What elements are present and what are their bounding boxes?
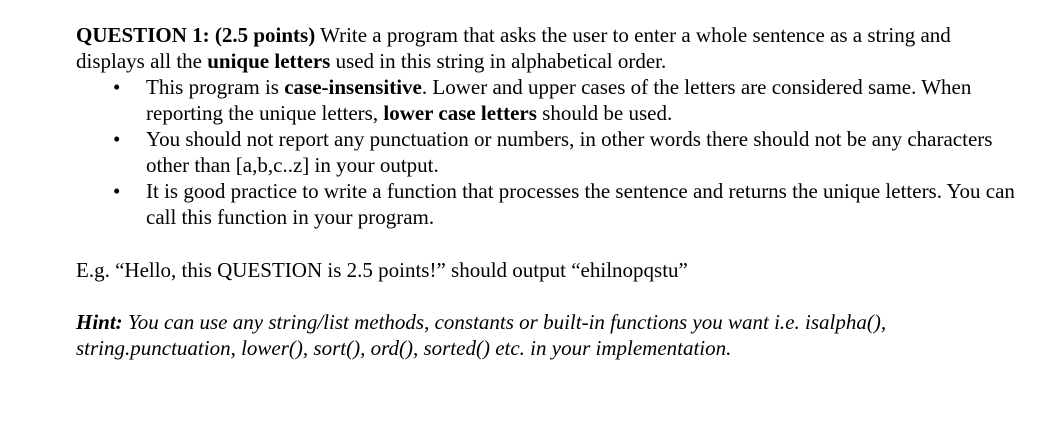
question-points: (2.5 points) [214, 23, 316, 47]
hint-text: You can use any string/list methods, constants or built-in functions you want i.e. isalpha(), string.punctuation, lower(), sort(), ord(), sorted() etc. in your implementation. [76, 310, 887, 360]
question-label: QUESTION 1: [76, 23, 210, 47]
question-document [76, 22, 1016, 361]
bullet-3-text: It is good practice to write a function that processes the sentence and returns the unique letters. You can call this function in your program. [146, 179, 1015, 229]
intro-bold-unique-letters: unique letters [207, 49, 331, 73]
list-item [113, 74, 1016, 126]
list-item [113, 126, 1016, 178]
intro-text-a: Write a program that asks the user to enter a whole sentence as a string and displays all the [76, 23, 951, 73]
bullet-1-text-a: This program is [146, 75, 285, 99]
hint-paragraph [76, 309, 1016, 361]
bullet-icon: • [113, 127, 121, 151]
bullet-1-text-b: . Lower and upper cases of the letters are considered same. When reporting the unique letters, [146, 75, 972, 125]
bullet-2-text: You should not report any punctuation or numbers, in other words there should not be any characters other than [a,b,c..z] in your output. [146, 127, 993, 177]
bullet-1-bold-case-insensitive: case-insensitive [284, 75, 422, 99]
question-intro [76, 22, 1016, 74]
intro-text-b: used in this string in alphabetical order. [330, 49, 667, 73]
bullet-icon: • [113, 75, 121, 99]
bullet-1-text-c: should be used. [536, 101, 673, 125]
bullet-icon: • [113, 179, 121, 203]
hint-label: Hint: [76, 310, 123, 334]
requirements-list [76, 74, 1016, 230]
bullet-1-bold-lower-case: lower case letters [383, 101, 537, 125]
list-item [113, 178, 1016, 230]
example-line: E.g. “Hello, this QUESTION is 2.5 points!” should output “ehilnopqstu” [76, 258, 688, 282]
